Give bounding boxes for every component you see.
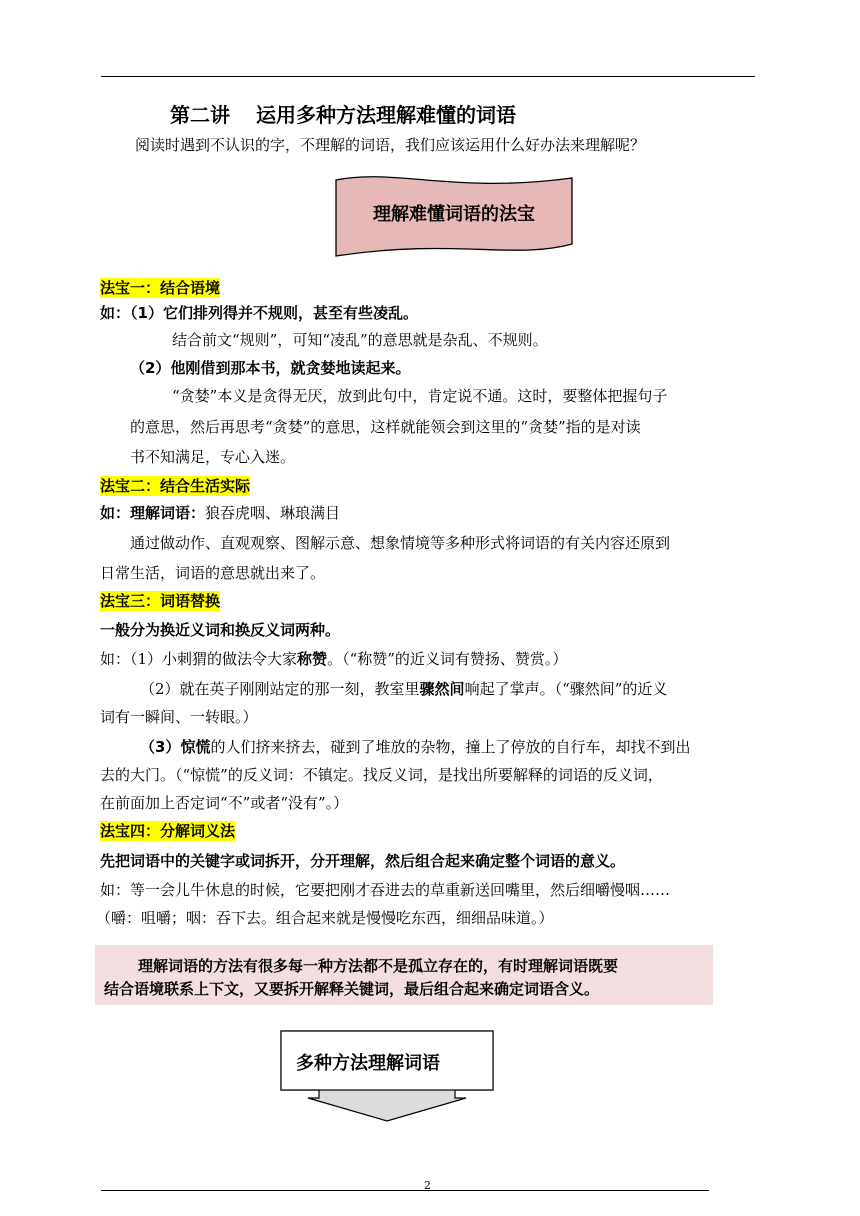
method3-example2-cont: 词有一瞬间、一转眼。） xyxy=(100,708,258,726)
method3-example1 xyxy=(100,649,567,669)
example-text: 的人们挤来挤去，碰到了堆放的杂物，撞上了停放的自行车，却找不到出 xyxy=(210,738,691,756)
banner-title: 理解难懂词语的法宝 xyxy=(373,204,535,225)
example-text: 。（“称赞”的近义词有赞扬、赞赏。） xyxy=(327,650,568,668)
method1-note-line3: 书不知满足，专心入迷。 xyxy=(130,448,296,466)
example-sentence: （1）它们排列得并不规则，甚至有些凌乱。 xyxy=(130,304,418,322)
method1-note-line2: 的意思，然后再思考“贪婪”的意思，这样就能领会到这里的“贪婪”指的是对读 xyxy=(130,418,641,436)
method1-example1 xyxy=(100,303,418,323)
key-word: 惊慌 xyxy=(180,738,211,756)
example-prefix: 如： xyxy=(100,304,131,322)
method1-example2: （2）他刚借到那本书，就贪婪地读起来。 xyxy=(130,359,411,377)
method2-heading: 法宝二：结合生活实际 xyxy=(100,477,251,495)
method1-note-line1: “贪婪”本义是贪得无厌，放到此句中，肯定说不通。这时，要整体把握句子 xyxy=(172,387,668,405)
intro-text: 阅读时遇到不认识的字，不理解的词语，我们应该运用什么好办法来理解呢？ xyxy=(135,136,646,154)
summary-line2: 结合语境联系上下文，又要拆开解释关键词，最后组合起来确定词语含义。 xyxy=(104,980,600,998)
method2-body-line1: 通过做动作、直观观察、图解示意、想象情境等多种形式将词语的有关内容还原到 xyxy=(130,534,671,552)
example-text: （2）就在英子刚刚站定的那一刻，教室里 xyxy=(140,680,420,698)
example-text: 如：（1）小刺猬的做法令大家 xyxy=(100,650,298,668)
header-rule xyxy=(101,76,755,77)
page-number: 2 xyxy=(424,1179,431,1192)
arrow-callout-shape xyxy=(280,1030,494,1122)
method3-example3-cont2: 在前面加上否定词“不”或者“没有”。） xyxy=(100,794,349,812)
summary-line1: 理解词语的方法有很多每一种方法都不是孤立存在的，有时理解词语既要 xyxy=(138,957,619,975)
method4-example-note: （嚼：咀嚼；咽：吞下去。组合起来就是慢慢吃东西，细细品味道。） xyxy=(96,909,554,927)
method4-example: 如：等一会儿牛休息的时候，它要把刚才吞进去的草重新送回嘴里，然后细嚼慢咽…… xyxy=(100,881,671,899)
page-title xyxy=(170,99,516,128)
method3-example3-cont1: 去的大门。（“惊慌”的反义词：不镇定。找反义词，是找出所要解释的词语的反义词， xyxy=(100,766,663,784)
method4-subhead: 先把词语中的关键字或词拆开，分开理解，然后组合起来确定整个词语的意义。 xyxy=(100,852,626,870)
example-text: （3） xyxy=(140,738,181,756)
method3-heading: 法宝三：词语替换 xyxy=(100,592,221,610)
method2-example xyxy=(100,503,340,523)
example-text: 响起了掌声。（“骤然间”的近义 xyxy=(464,680,668,698)
lecture-number: 第二讲 xyxy=(170,103,230,127)
key-word: 称赞 xyxy=(297,650,328,668)
method1-example1-note: 结合前文“规则”，可知“凌乱”的意思就是杂乱、不规则。 xyxy=(172,331,548,349)
key-word: 骤然间 xyxy=(419,680,465,698)
lecture-topic: 运用多种方法理解难懂的词语 xyxy=(256,103,516,127)
method4-heading: 法宝四：分解词义法 xyxy=(100,822,236,840)
method3-example3 xyxy=(140,737,690,757)
method3-example2 xyxy=(140,679,667,699)
example-label: 如：理解词语： xyxy=(100,504,206,522)
arrow-callout-label: 多种方法理解词语 xyxy=(296,1053,440,1074)
method3-subhead: 一般分为换近义词和换反义词两种。 xyxy=(100,621,341,639)
method1-heading: 法宝一：结合语境 xyxy=(100,279,221,297)
example-words: 狼吞虎咽、琳琅满目 xyxy=(205,504,341,522)
method2-body-line2: 日常生活，词语的意思就出来了。 xyxy=(100,564,326,582)
footer-rule xyxy=(101,1190,709,1191)
